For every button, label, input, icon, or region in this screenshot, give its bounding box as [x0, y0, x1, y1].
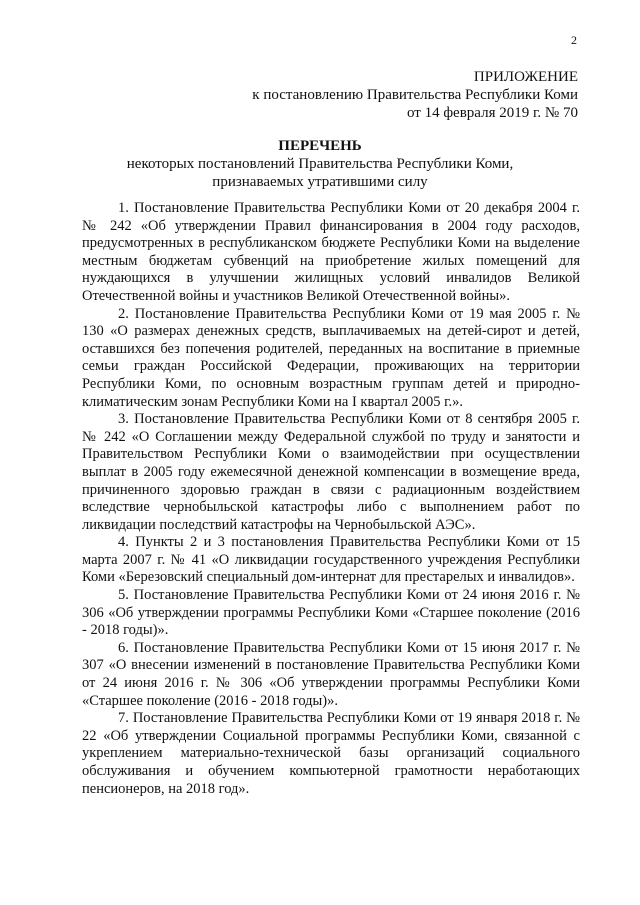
list-item-4: 4. Пункты 2 и 3 постановления Правительства Республики Коми от 15 марта 2007 г. № 41 «О ликвидации государственного учреждения Республики Коми «Березовский специальный дом-интернат для престарелых и инвалидов». — [82, 534, 580, 586]
list-item-6: 6. Постановление Правительства Республики Коми от 15 июня 2017 г. № 307 «О внесении изменений в постановление Правительства Республики Коми от 24 июня 2016 г. № 306 «Об утверждении программы Республики Коми «Старшее поколение (2016 - 2018 годы)». — [82, 639, 580, 709]
appendix-resolution-line: к постановлению Правительства Республики Коми — [252, 87, 578, 103]
appendix-title: ПРИЛОЖЕНИЕ — [473, 69, 578, 85]
list-subheading-line-1: некоторых постановлений Правительства Республики Коми, — [126, 156, 514, 172]
appendix-block — [252, 68, 578, 122]
list-subheading-line-2: признаваемых утратившими силу — [212, 174, 428, 190]
list-heading: ПЕРЕЧЕНЬ — [278, 138, 362, 154]
list-item-5: 5. Постановление Правительства Республики Коми от 24 июня 2016 г. № 306 «Об утверждении программы Республики Коми «Старшее поколение (2016 - 2018 годы)». — [82, 587, 580, 639]
list-title-block — [0, 137, 640, 191]
page-number: 2 — [571, 33, 577, 47]
list-item-1: 1. Постановление Правительства Республики Коми от 20 декабря 2004 г. № 242 «Об утверждении Правил финансирования в 2004 году расходов, предусмотренных в республиканском бюджете Республики Коми на выделение местным бюджетам субвенций на приобретение жилых помещений для нуждающихся в улучшении жилищных условий инвалидов Великой Отечественной войны и участников Великой Отечественной войны». — [82, 200, 580, 304]
resolution-list — [82, 200, 580, 798]
list-item-7: 7. Постановление Правительства Республики Коми от 19 января 2018 г. № 22 «Об утверждении Социальной программы Республики Коми, связанной с укреплением материально-технической базы организаций социального обслуживания и обучением компьютерной грамотности неработающих пенсионеров, на 2018 год». — [82, 710, 580, 797]
appendix-date-line: от 14 февраля 2019 г. № 70 — [406, 105, 578, 121]
list-item-2: 2. Постановление Правительства Республики Коми от 19 мая 2005 г. № 130 «О размерах денежных средств, выплачиваемых на детей-сирот и детей, оставшихся без попечения родителей, переданных на воспитание в приемные семьи граждан Российской Федерации, проживающих на территории Республики Коми, по основным возрастным группам детей и природно-климатическим зонам Республики Коми на I квартал 2005 г.». — [82, 305, 580, 410]
list-item-3: 3. Постановление Правительства Республики Коми от 8 сентября 2005 г. № 242 «О Соглашении между Федеральной службой по труду и занятости и Правительством Республики Коми о взаимодействии при осуществлении выплат в 2005 году ежемесячной денежной компенсации в возмещение вреда, причиненного здоровью граждан в связи с радиационным воздействием вследствие чернобыльской катастрофы либо с выполнением работ по ликвидации последствий катастрофы на Чернобыльской АЭС». — [82, 411, 580, 533]
